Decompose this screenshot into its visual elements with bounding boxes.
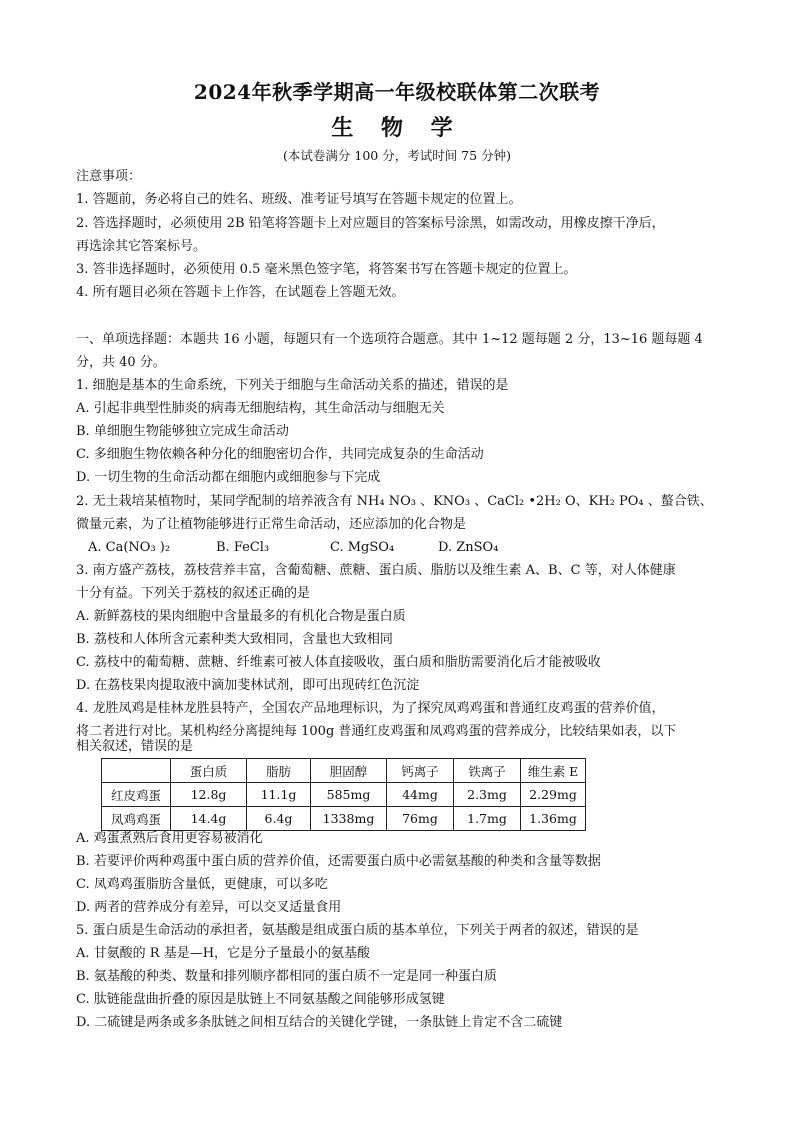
notice-item: 2. 答选择题时，必须使用 2B 铅笔将答题卡上对应题目的答案标号涂黑，如需改动，用橡皮擦干净后， [76,216,665,231]
table-header-cell [102,759,171,783]
q3-option-b: B. 荔枝和人体所含元素种类大致相同，含量也大致相同 [76,632,393,647]
q1-option-b: B. 单细胞生物能够独立完成生命活动 [76,424,289,439]
subject-title: 生 物 学 [331,115,463,141]
table-cell: 11.1g [247,783,311,807]
table-cell: 44mg [387,783,454,807]
section-heading: 一、单项选择题：本题共 16 小题，每题只有一个选项符合题意。其中 1~12 题每题 2 分，13~16 题每题 4 [76,332,703,347]
q4-option-a: A. 鸡蛋煮熟后食用更容易被消化 [76,831,263,846]
table-header-cell: 铁离子 [454,759,521,783]
table-cell: 凤鸡鸡蛋 [102,807,171,831]
table-header-cell: 维生素 E [521,759,586,783]
table-cell: 1338mg [311,807,387,831]
notice-item: 1. 答题前，务必将自己的姓名、班级、准考证号填写在答题卡规定的位置上。 [76,192,522,207]
table-header-cell: 脂肪 [247,759,311,783]
q2-option-a: A. Ca(NO₃ )₂ [88,540,171,555]
table-cell: 2.29mg [521,783,586,807]
table-cell: 1.36mg [521,807,586,831]
section-heading-cont: 分，共 40 分。 [76,355,166,370]
q3-option-a: A. 新鲜荔枝的果肉细胞中含量最多的有机化合物是蛋白质 [76,609,406,624]
q2-option-d: D. ZnSO₄ [438,540,499,555]
q4-stem-cont: 将二者进行对比。某机构经分离提纯每 100g 普通红皮鸡蛋和凤鸡鸡蛋的营养成分，比较结果如表，以下 [76,724,677,739]
q5-option-b: B. 氨基酸的种类、数量和排列顺序都相同的蛋白质不一定是同一种蛋白质 [76,969,497,984]
q2-stem: 2. 无土栽培某植物时，某同学配制的培养液含有 NH₄ NO₃ 、KNO₃ 、CaCl₂ •2H₂ O、KH₂ PO₄ 、螯合铁、 [76,494,713,509]
q4-stem-cont: 相关叙述，错误的是 [76,739,194,754]
table-row [102,807,586,831]
q2-stem-cont: 微量元素，为了让植物能够进行正常生命活动，还应添加的化合物是 [76,517,467,532]
exam-title: 2024年秋季学期高一年级校联体第二次联考 [193,80,601,104]
q1-option-c: C. 多细胞生物依赖各种分化的细胞密切合作，共同完成复杂的生命活动 [76,447,484,462]
q3-option-c: C. 荔枝中的葡萄糖、蔗糖、纤维素可被人体直接吸收，蛋白质和脂肪需要消化后才能被吸收 [76,655,601,670]
q2-option-c: C. MgSO₄ [330,540,395,555]
table-header-cell: 胆固醇 [311,759,387,783]
q5-option-d: D. 二硫键是两条或多条肽链之间相互结合的关键化学键，一条肽链上肯定不含二硫键 [76,1015,563,1030]
q4-option-b: B. 若要评价两种鸡蛋中蛋白质的营养价值，还需要蛋白质中必需氨基酸的种类和含量等数据 [76,854,601,869]
table-row [102,783,586,807]
exam-note: (本试卷满分 100 分，考试时间 75 分钟) [283,148,511,163]
q3-stem-cont: 十分有益。下列关于荔枝的叙述正确的是 [76,586,311,601]
table-cell: 585mg [311,783,387,807]
q5-option-a: A. 甘氨酸的 R 基是—H，它是分子量最小的氨基酸 [76,946,371,961]
q2-option-b: B. FeCl₃ [216,540,270,555]
q5-option-c: C. 肽链能盘曲折叠的原因是肽链上不同氨基酸之间能够形成氢键 [76,992,445,1007]
table-cell: 76mg [387,807,454,831]
q4-option-c: C. 凤鸡鸡蛋脂肪含量低，更健康，可以多吃 [76,877,328,892]
table-header-cell: 蛋白质 [171,759,247,783]
table-cell: 1.7mg [454,807,521,831]
table-cell: 2.3mg [454,783,521,807]
nutrition-table [101,758,586,831]
q1-option-d: D. 一切生物的生命活动都在细胞内或细胞参与下完成 [76,470,381,485]
table-cell: 14.4g [171,807,247,831]
notice-item: 再选涂其它答案标号。 [76,239,207,254]
q3-stem: 3. 南方盛产荔枝，荔枝营养丰富，含葡萄糖、蔗糖、蛋白质、脂肪以及维生素 A、B、C 等，对人体健康 [76,563,676,578]
q2-options [88,538,498,557]
q3-option-d: D. 在荔枝果肉提取液中滴加斐林试剂，即可出现砖红色沉淀 [76,678,420,693]
q4-option-d: D. 两者的营养成分有差异，可以交叉适量食用 [76,900,342,915]
table-header-cell: 钙离子 [387,759,454,783]
table-cell: 12.8g [171,783,247,807]
q1-stem: 1. 细胞是基本的生命系统，下列关于细胞与生命活动关系的描述，错误的是 [76,378,509,393]
notice-item: 3. 答非选择题时，必须使用 0.5 毫米黑色签字笔，将答案书写在答题卡规定的位置上。 [76,262,577,277]
q4-stem: 4. 龙胜凤鸡是桂林龙胜县特产，全国农产品地理标识，为了探究凤鸡鸡蛋和普通红皮鸡蛋的营养价值， [76,701,665,716]
notice-heading: 注意事项： [76,169,142,184]
table-cell: 6.4g [247,807,311,831]
notice-item: 4. 所有题目必须在答题卡上作答，在试题卷上答题无效。 [76,285,405,300]
q1-option-a: A. 引起非典型性肺炎的病毒无细胞结构，其生命活动与细胞无关 [76,401,445,416]
table-header-row [102,759,586,783]
q5-stem: 5. 蛋白质是生命活动的承担者，氨基酸是组成蛋白质的基本单位，下列关于两者的叙述，错误的是 [76,923,639,938]
table-cell: 红皮鸡蛋 [102,783,171,807]
